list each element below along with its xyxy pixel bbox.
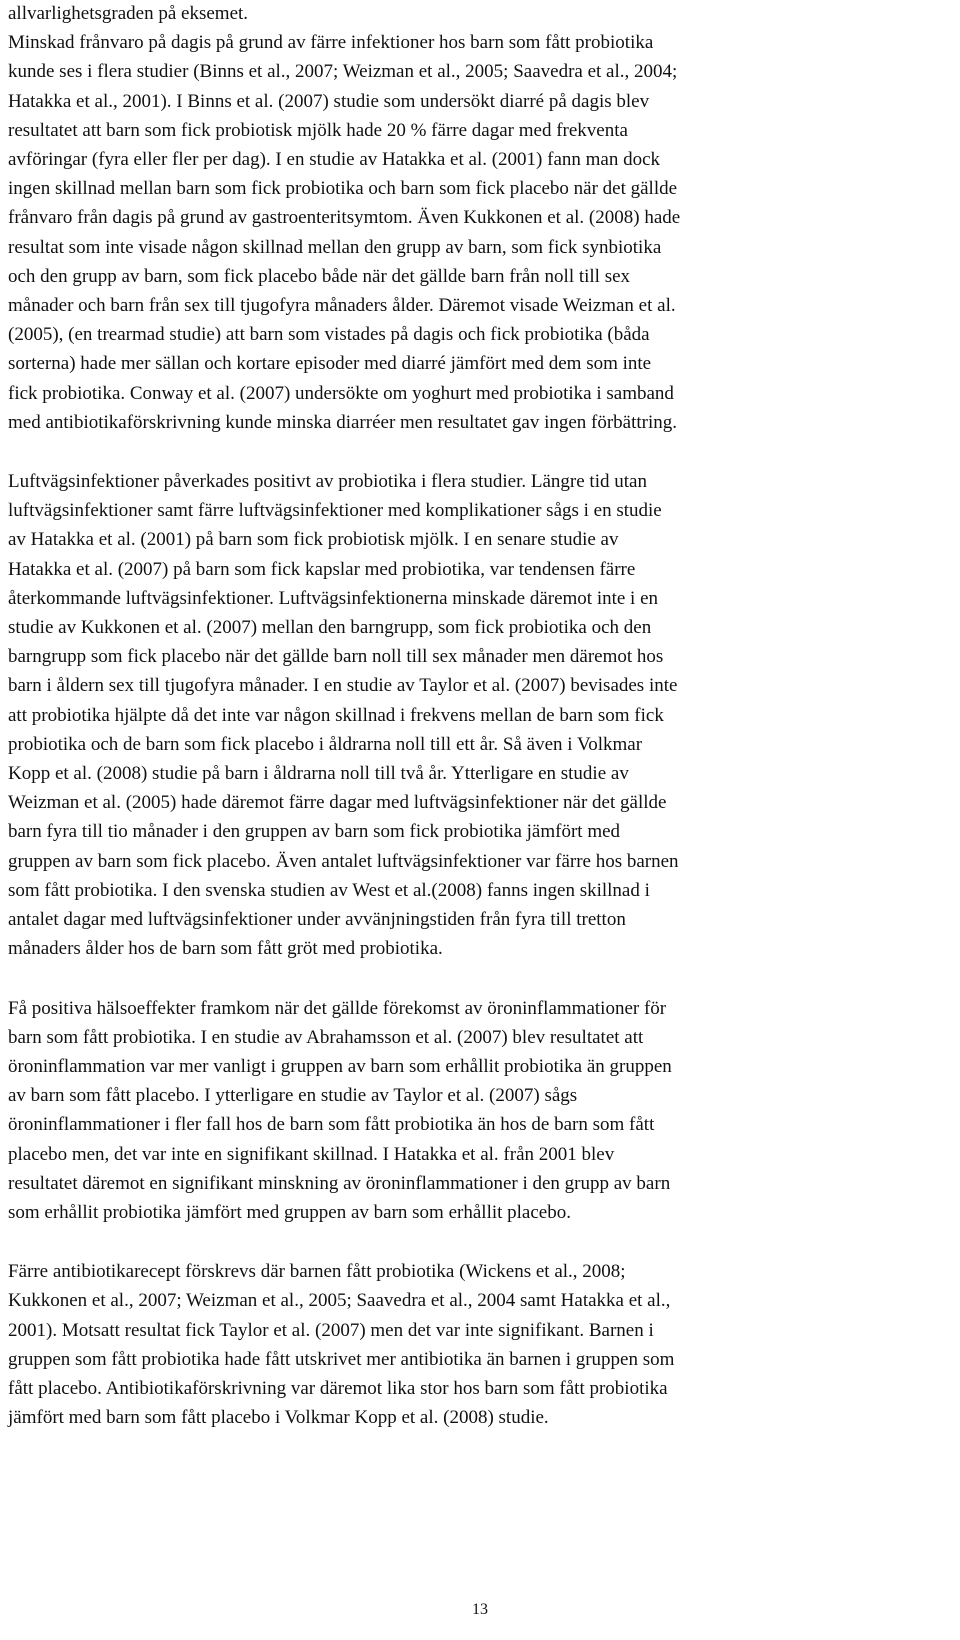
paragraph-antibiotic-prescriptions: Färre antibiotikarecept förskrevs där barnen fått probiotika (Wickens et al., 2008; Kukkonen et al., 2007; Weizman et al., 2005; Saavedra et al., 2004 samt Hatakka et al., 2001). Motsatt resultat fick Taylor et al. (2007) men det var inte signifikant. Barnen i gruppen som fått probiotika hade fått utskrivet mer antibiotika än barnen i gruppen som fått placebo. Antibiotikaförskrivning var däremot lika stor hos barn som fått probiotika jämfört med barn som fått placebo i Volkmar Kopp et al. (2008) studie. — [8, 1261, 675, 1429]
paragraph-ear-infections: Få positiva hälsoeffekter framkom när det gällde förekomst av öroninflammationer för barn som fått probiotika. I en studie av Abrahamsson et al. (2007) blev resultatet att öroninflammation var mer vanligt i gruppen av barn som erhållit probiotika än gruppen av barn som fått placebo. I ytterligare en studie av Taylor et al. (2007) sågs öroninflammationer i fler fall hos de barn som fått probiotika än hos de barn som fått placebo men, det var inte en signifikant skillnad. I Hatakka et al. från 2001 blev resultatet däremot en signifikant minskning av öroninflammationer i den grupp av barn som erhållit probiotika jämfört med gruppen av barn som erhållit placebo. — [8, 997, 672, 1223]
paragraph-respiratory-infections: Luftvägsinfektioner påverkades positivt av probiotika i flera studier. Längre tid utan luftvägsinfektioner samt färre luftvägsinfektioner med komplikationer sågs i en studie av Hatakka et al. (2001) på barn som fick probiotisk mjölk. I en senare studie av Hatakka et al. (2007) på barn som fick kapslar med probiotika, var tendensen färre återkommande luftvägsinfektioner. Luftvägsinfektionerna minskade däremot inte i en studie av Kukkonen et al. (2007) mellan den barngrupp, som fick probiotika och den barngrupp som fick placebo när det gällde barn noll till sex månader men däremot hos barn i åldern sex till tjugofyra månader. I en studie av Taylor et al. (2007) bevisades inte att probiotika hjälpte då det inte var någon skillnad i frekvens mellan de barn som fick probiotika och de barn som fick placebo i åldrarna noll till ett år. Så även i Volkmar Kopp et al. (2008) studie på barn i åldrarna noll till två år. Ytterligare en studie av Weizman et al. (2005) hade däremot färre dagar med luftvägsinfektioner när det gällde barn fyra till tio månader i den gruppen av barn som fick probiotika jämfört med gruppen av barn som fick placebo. Även antalet luftvägsinfektioner var färre hos barnen som fått probiotika. I den svenska studien av West et al.(2008) fanns ingen skillnad i antalet dagar med luftvägsinfektioner under avvänjningstiden från fyra till tretton månaders ålder hos de barn som fått gröt med probiotika. — [8, 471, 679, 960]
body-text — [8, 0, 948, 1432]
page-number: 13 — [472, 1601, 488, 1618]
paragraph-diarrhea-absence: allvarlighetsgraden på eksemet. Minskad frånvaro på dagis på grund av färre infektioner hos barn som fått probiotika kunde ses i flera studier (Binns et al., 2007; Weizman et al., 2005; Saavedra et al., 2004; Hatakka et al., 2001). I Binns et al. (2007) studie som undersökt diarré på dagis blev resultatet att barn som fick probiotisk mjölk hade 20 % färre dagar med frekventa avföringar (fyra eller fler per dag). I en studie av Hatakka et al. (2001) fann man dock ingen skillnad mellan barn som fick probiotika och barn som fick placebo när det gällde frånvaro från dagis på grund av gastroenteritsymtom. Även Kukkonen et al. (2008) hade resultat som inte visade någon skillnad mellan den grupp av barn, som fick synbiotika och den grupp av barn, som fick placebo både när det gällde barn från noll till sex månader och barn från sex till tjugofyra månaders ålder. Däremot visade Weizman et al. (2005), (en trearmad studie) att barn som vistades på dagis och fick probiotika (båda sorterna) hade mer sällan och kortare episoder med diarré jämfört med dem som inte fick probiotika. Conway et al. (2007) undersökte om yoghurt med probiotika i samband med antibiotikaförskrivning kunde minska diarréer men resultatet gav ingen förbättring. — [8, 3, 681, 433]
